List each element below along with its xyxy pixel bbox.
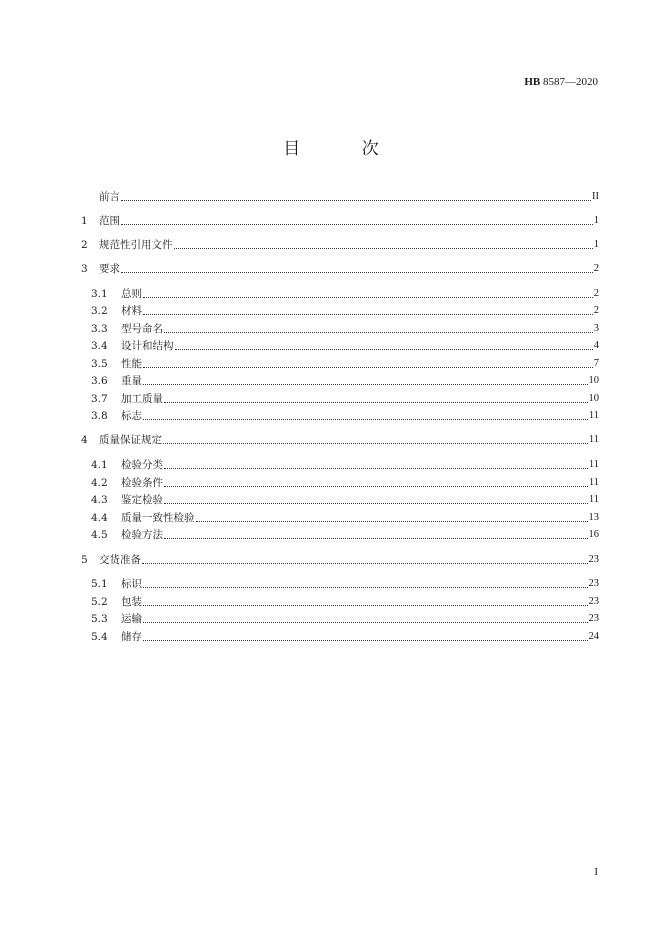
toc-entry[interactable]: [81, 237, 599, 253]
toc-entry-title: 型号命名: [121, 323, 163, 335]
toc-entry-title: 标识: [121, 578, 142, 590]
toc-entry-number: 4.3: [91, 494, 108, 506]
toc-entry-page: 2: [593, 305, 599, 316]
toc-entry[interactable]: [91, 321, 599, 337]
toc-dot-leader: [121, 272, 593, 273]
toc-dot-leader: [164, 468, 588, 469]
toc-entry-page: 10: [588, 375, 599, 386]
toc-entry-page: 11: [588, 494, 599, 505]
toc-dot-leader: [143, 367, 593, 368]
toc-entry-page: 7: [593, 358, 599, 369]
toc-entry-title: 包装: [121, 596, 142, 608]
toc-entry-page: 23: [588, 578, 599, 589]
toc-entry-title: 性能: [121, 358, 142, 370]
toc-entry-title: 设计和结构: [121, 340, 174, 352]
toc-dot-leader: [164, 486, 588, 487]
toc-entry[interactable]: [91, 510, 599, 526]
toc-dot-leader: [174, 248, 593, 249]
toc-entry-title: 运输: [121, 613, 142, 625]
toc-entry-title: 检验条件: [121, 477, 163, 489]
toc-entry[interactable]: [81, 552, 599, 568]
toc-entry-number: 3.7: [91, 393, 108, 405]
toc-entry-page: 11: [588, 434, 599, 445]
toc-entry-number: 4.1: [91, 459, 108, 471]
toc-entry[interactable]: [81, 213, 599, 229]
standard-prefix: HB: [524, 76, 541, 88]
toc-entry-title: 前言: [99, 191, 120, 203]
toc-entry-number: 3.4: [91, 340, 108, 352]
toc-entry-title: 交货准备: [99, 554, 141, 566]
toc-entry[interactable]: [91, 373, 599, 389]
toc-entry-number: 5: [81, 554, 88, 566]
toc-dot-leader: [143, 297, 593, 298]
toc-entry-page: II: [592, 191, 599, 202]
toc-entry-number: 5.4: [91, 631, 108, 643]
toc-entry-number: 1: [81, 215, 88, 227]
toc-entry[interactable]: [91, 303, 599, 319]
toc-dot-leader: [164, 538, 588, 539]
toc-entry-page: 3: [593, 323, 599, 334]
toc-entry-page: 2: [593, 263, 599, 274]
toc-entry-page: 13: [588, 512, 599, 523]
toc-entry-page: 1: [593, 239, 599, 250]
toc-entry-title: 要求: [99, 263, 120, 275]
toc-entry-page: 16: [588, 529, 599, 540]
toc-entry[interactable]: [91, 475, 599, 491]
toc-entry-page: 11: [588, 410, 599, 421]
toc-entry-page: 23: [588, 613, 599, 624]
toc-entry[interactable]: [81, 189, 599, 205]
document-header: [524, 76, 598, 88]
toc-dot-leader: [163, 443, 588, 444]
toc-entry[interactable]: [91, 457, 599, 473]
toc-entry[interactable]: [91, 492, 599, 508]
page-title: 目 次: [283, 139, 407, 159]
toc-entry-number: 5.2: [91, 596, 108, 608]
toc-entry-title: 总则: [121, 288, 142, 300]
toc-dot-leader: [143, 605, 588, 606]
toc-entry[interactable]: [91, 408, 599, 424]
toc-entry-number: 5.3: [91, 613, 108, 625]
toc-dot-leader: [143, 622, 588, 623]
toc-entry-number: 3.2: [91, 305, 108, 317]
toc-entry-number: 4: [81, 434, 88, 446]
toc-entry[interactable]: [91, 338, 599, 354]
toc-entry-number: 3.8: [91, 410, 108, 422]
toc-entry-number: 3.6: [91, 375, 108, 387]
toc-entry-number: 4.5: [91, 529, 108, 541]
toc-entry[interactable]: [91, 629, 599, 645]
toc-dot-leader: [143, 314, 593, 315]
toc-entry-page: 24: [588, 631, 599, 642]
toc-entry[interactable]: [91, 286, 599, 302]
toc-entry[interactable]: [91, 594, 599, 610]
toc-entry-title: 范围: [99, 215, 120, 227]
page-number: I: [594, 866, 598, 878]
toc-dot-leader: [121, 200, 591, 201]
toc-entry-title: 质量一致性检验: [121, 512, 195, 524]
toc-dot-leader: [121, 224, 593, 225]
standard-number: 8587—2020: [543, 76, 598, 88]
toc-entry-number: 4.2: [91, 477, 108, 489]
toc-entry-title: 材料: [121, 305, 142, 317]
toc-entry-number: 3.1: [91, 288, 108, 300]
toc-dot-leader: [164, 402, 588, 403]
toc-dot-leader: [143, 419, 588, 420]
toc-entry-title: 标志: [121, 410, 142, 422]
toc-dot-leader: [143, 384, 588, 385]
toc-entry-number: 4.4: [91, 512, 108, 524]
toc-entry[interactable]: [91, 576, 599, 592]
toc-entry-title: 重量: [121, 375, 142, 387]
toc-entry-title: 鉴定检验: [121, 494, 163, 506]
toc-entry-number: 3: [81, 263, 88, 275]
toc-entry-title: 加工质量: [121, 393, 163, 405]
toc-entry-page: 23: [588, 554, 599, 565]
toc-dot-leader: [196, 521, 588, 522]
toc-entry-page: 1: [593, 215, 599, 226]
toc-entry-page: 10: [588, 393, 599, 404]
toc-entry-page: 11: [588, 459, 599, 470]
toc-entry-title: 规范性引用文件: [99, 239, 173, 251]
toc-entry-title: 检验方法: [121, 529, 163, 541]
toc-entry[interactable]: [81, 261, 599, 277]
toc-entry-page: 11: [588, 477, 599, 488]
toc-entry-title: 质量保证规定: [99, 434, 162, 446]
toc-entry-number: 3.3: [91, 323, 108, 335]
toc-dot-leader: [143, 587, 588, 588]
toc-entry[interactable]: [91, 527, 599, 543]
toc-entry-page: 4: [593, 340, 599, 351]
toc-entry[interactable]: [81, 432, 599, 448]
toc-dot-leader: [175, 349, 593, 350]
toc-entry-title: 检验分类: [121, 459, 163, 471]
toc-entry-page: 23: [588, 596, 599, 607]
toc-entry-number: 2: [81, 239, 88, 251]
toc-dot-leader: [164, 503, 588, 504]
toc-dot-leader: [164, 332, 593, 333]
toc-dot-leader: [143, 640, 588, 641]
toc-entry-number: 3.5: [91, 358, 108, 370]
toc-entry-title: 储存: [121, 631, 142, 643]
toc-entry-page: 2: [593, 288, 599, 299]
toc-entry[interactable]: [91, 391, 599, 407]
toc-dot-leader: [142, 563, 588, 564]
toc-entry-number: 5.1: [91, 578, 108, 590]
toc-entry[interactable]: [91, 611, 599, 627]
toc-entry[interactable]: [91, 356, 599, 372]
